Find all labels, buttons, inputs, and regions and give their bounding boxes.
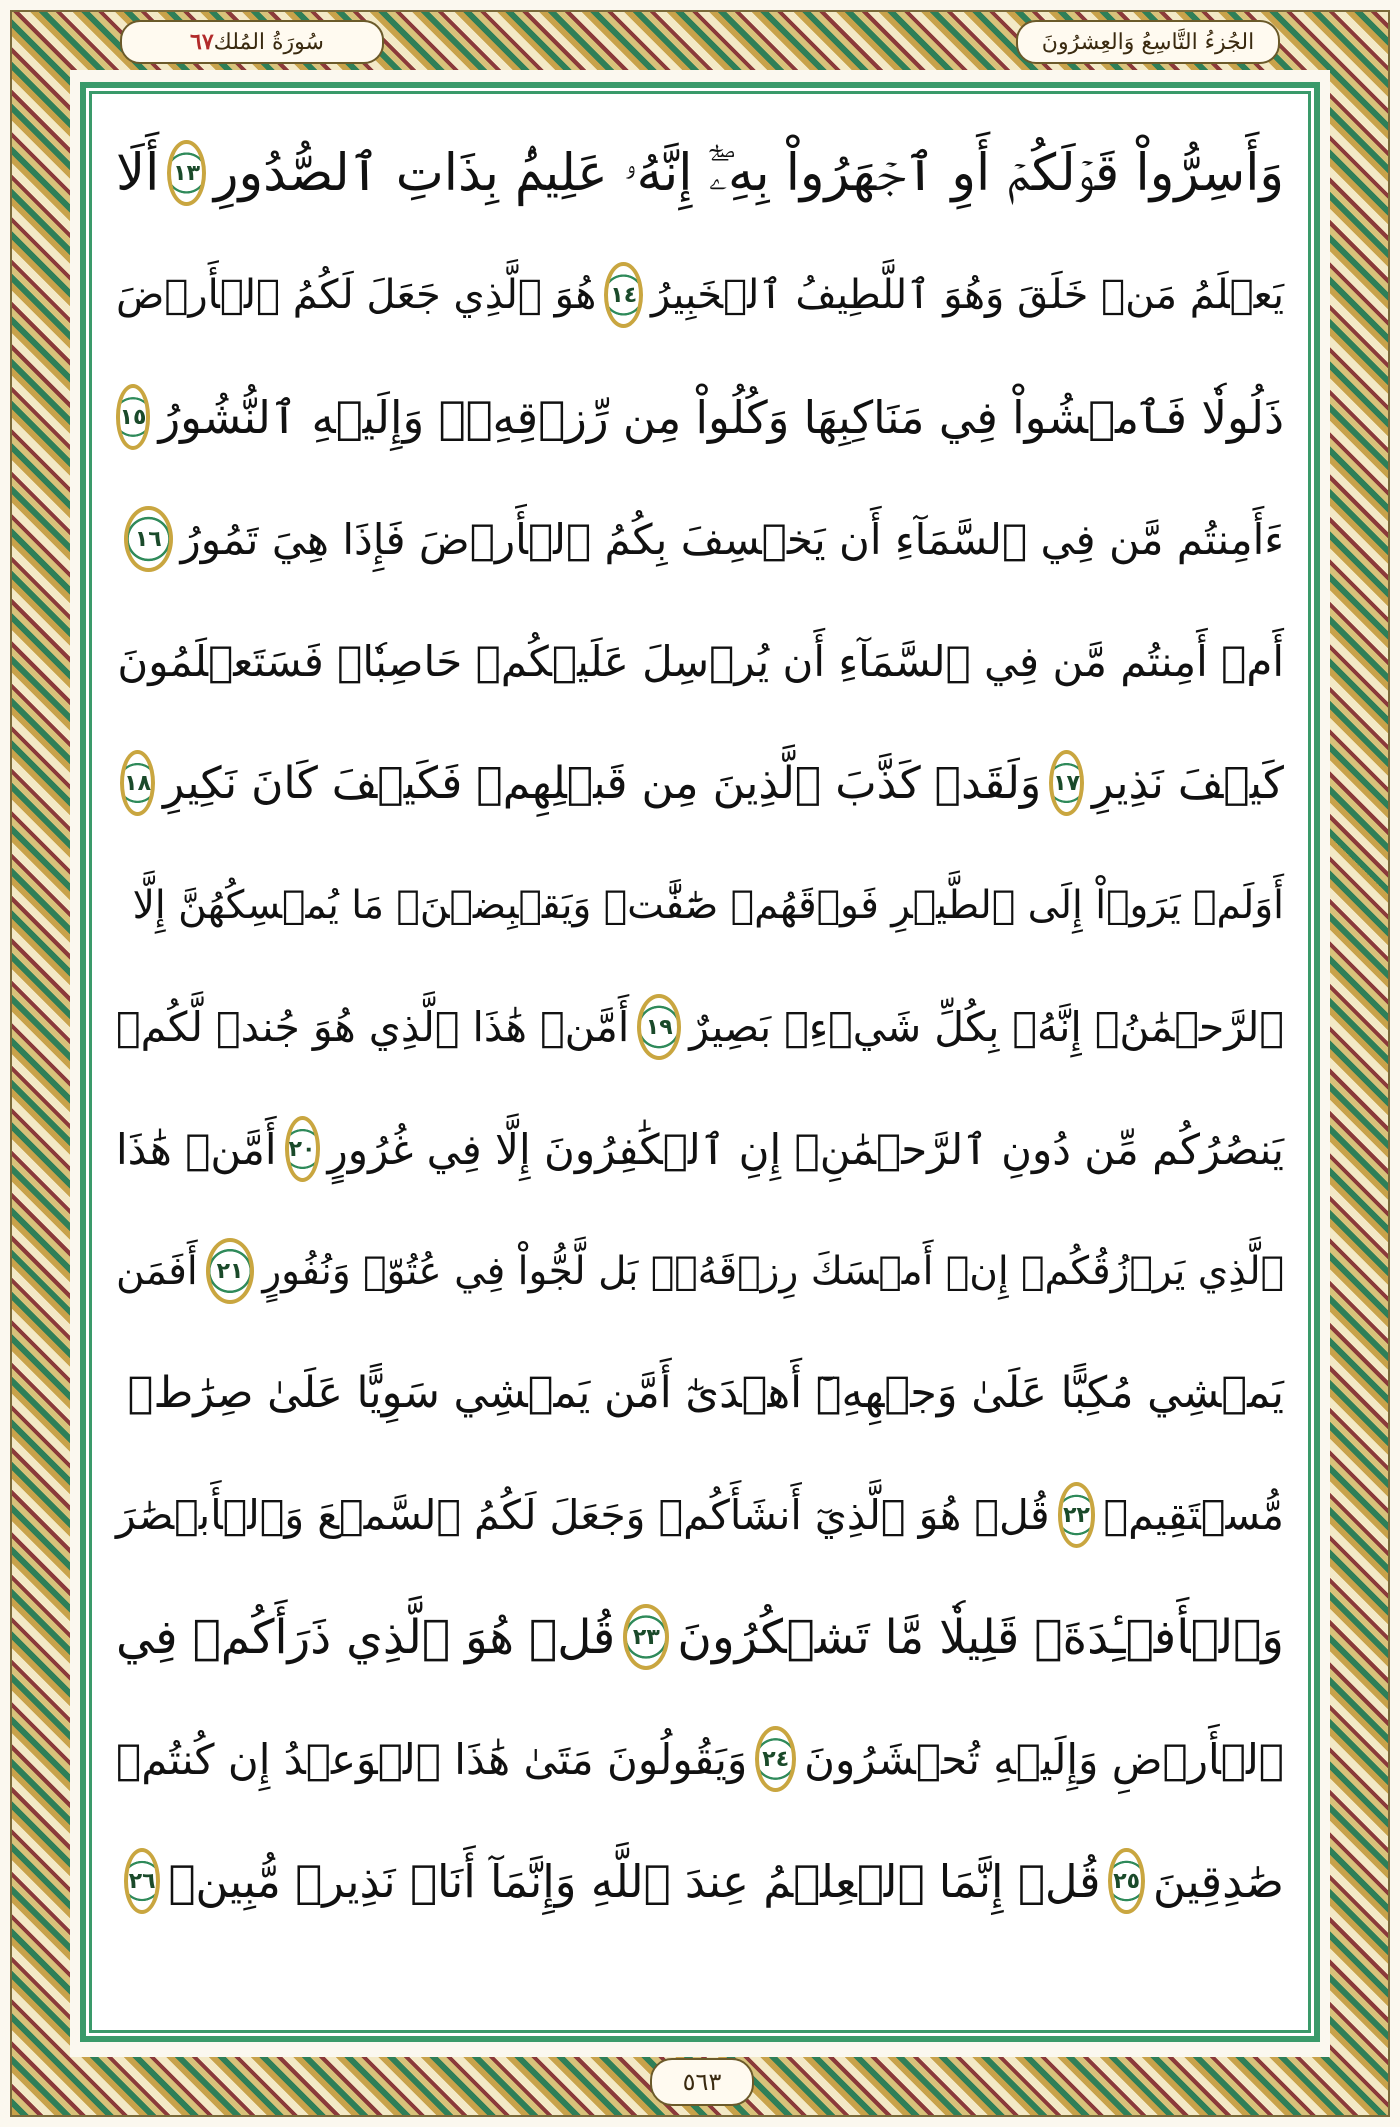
text-line bbox=[116, 362, 1284, 472]
ayah-end-marker: ١٤ bbox=[604, 262, 643, 328]
ayah-end-marker: ٢٣ bbox=[623, 1604, 669, 1670]
line-text: أَمۡ أَمِنتُم مَّن فِي ٱلسَّمَآءِ أَن يُرۡسِلَ عَلَيۡكُمۡ حَاصِبٗاۖ فَسَتَعۡلَمُونَ bbox=[117, 636, 1284, 686]
line-tail: أَلَا bbox=[116, 143, 160, 203]
text-line bbox=[116, 118, 1284, 228]
line-text: يَمۡشِي مُكِبًّا عَلَىٰ وَجۡهِهِۦٓ أَهۡدَىٰٓ أَمَّن يَمۡشِي سَوِيًّا عَلَىٰ صِرَٰطٖ bbox=[127, 1368, 1284, 1418]
ayah-end-marker: ١٥ bbox=[116, 384, 151, 450]
surah-number: ٦٧ bbox=[190, 29, 214, 55]
line-text: يَعۡلَمُ مَنۡ خَلَقَ وَهُوَ ٱللَّطِيفُ ٱلۡخَبِيرُ bbox=[651, 272, 1284, 318]
line-text: ٱلۡأَرۡضِ وَإِلَيۡهِ تُحۡشَرُونَ bbox=[804, 1734, 1284, 1784]
text-line bbox=[116, 240, 1284, 350]
ayah-end-marker: ١٣ bbox=[167, 140, 206, 206]
line-text: وَأَسِرُّواْ قَوۡلَكُمۡ أَوِ ٱجۡهَرُواْ بِهِۦٓۖ إِنَّهُۥ عَلِيمُۢ بِذَاتِ ٱلصُّدُورِ bbox=[213, 143, 1284, 203]
ayah-end-marker: ٢٦ bbox=[124, 1848, 160, 1914]
line-tail: أَفَمَن bbox=[116, 1248, 198, 1294]
text-line bbox=[116, 1582, 1284, 1692]
line-text: مُّسۡتَقِيمٖ bbox=[1103, 1491, 1284, 1539]
ayah-end-marker: ١٩ bbox=[637, 994, 681, 1060]
page-number: ٥٦٣ bbox=[650, 2058, 754, 2106]
ayah-end-marker: ٢١ bbox=[206, 1238, 255, 1304]
line-text: يَنصُرُكُم مِّن دُونِ ٱلرَّحۡمَٰنِۚ إِنِ ٱلۡكَٰفِرُونَ إِلَّا فِي غُرُورٍ bbox=[327, 1124, 1284, 1174]
line-text: صَٰدِقِينَ bbox=[1152, 1854, 1284, 1908]
ayah-end-marker: ١٨ bbox=[120, 750, 155, 816]
line-text: ءَأَمِنتُم مَّن فِي ٱلسَّمَآءِ أَن يَخۡسِفَ بِكُمُ ٱلۡأَرۡضَ فَإِذَا هِيَ تَمُورُ bbox=[180, 514, 1284, 564]
ayah-end-marker: ٢٢ bbox=[1058, 1482, 1096, 1548]
text-frame bbox=[80, 82, 1320, 2042]
ayah-end-marker: ٢٠ bbox=[285, 1116, 320, 1182]
text-line bbox=[116, 1338, 1284, 1448]
text-line bbox=[116, 850, 1284, 960]
ayah-end-marker: ٢٤ bbox=[755, 1726, 796, 1792]
page-header bbox=[110, 14, 1290, 66]
line-tail: قُلۡ إِنَّمَا ٱلۡعِلۡمُ عِندَ ٱللَّهِ وَإِنَّمَآ أَنَا۠ نَذِيرٞ مُّبِينٞ bbox=[168, 1854, 1101, 1908]
text-line bbox=[116, 484, 1284, 594]
juz-name: الجُزءُ التَّاسِعُ وَالعِشرُونَ bbox=[1041, 29, 1255, 55]
text-line bbox=[116, 606, 1284, 716]
line-tail: قُلۡ هُوَ ٱلَّذِيٓ أَنشَأَكُمۡ وَجَعَلَ لَكُمُ ٱلسَّمۡعَ وَٱلۡأَبۡصَٰرَ bbox=[116, 1491, 1050, 1539]
line-tail: وَيَقُولُونَ مَتَىٰ هَٰذَا ٱلۡوَعۡدُ إِن كُنتُمۡ bbox=[116, 1734, 748, 1784]
line-text: كَيۡفَ نَذِيرِ bbox=[1091, 757, 1284, 809]
line-tail: أَمَّنۡ هَٰذَا ٱلَّذِي هُوَ جُندٞ لَّكُمۡ bbox=[116, 1003, 630, 1051]
surah-name: سُورَةُ المُلك bbox=[213, 29, 324, 55]
text-line bbox=[116, 972, 1284, 1082]
ayah-end-marker: ١٧ bbox=[1049, 750, 1084, 816]
line-tail: هُوَ ٱلَّذِي جَعَلَ لَكُمُ ٱلۡأَرۡضَ bbox=[116, 272, 597, 318]
line-text: ٱلَّذِي يَرۡزُقُكُمۡ إِنۡ أَمۡسَكَ رِزۡقَهُۥۚ بَل لَّجُّواْ فِي عُتُوّٖ وَنُفُورٍ bbox=[262, 1248, 1284, 1294]
text-line bbox=[116, 728, 1284, 838]
text-line bbox=[116, 1216, 1284, 1326]
line-text: وَٱلۡأَفۡـِٔدَةَۚ قَلِيلٗا مَّا تَشۡكُرُونَ bbox=[677, 1609, 1284, 1665]
line-tail: وَلَقَدۡ كَذَّبَ ٱلَّذِينَ مِن قَبۡلِهِمۡ فَكَيۡفَ كَانَ نَكِيرِ bbox=[163, 757, 1042, 809]
text-line bbox=[116, 1826, 1284, 1936]
line-tail: قُلۡ هُوَ ٱلَّذِي ذَرَأَكُمۡ فِي bbox=[116, 1609, 616, 1665]
text-line bbox=[116, 1094, 1284, 1204]
quran-text-area bbox=[116, 118, 1284, 2006]
line-text: ذَلُولٗا فَٱمۡشُواْ فِي مَنَاكِبِهَا وَكُلُواْ مِن رِّزۡقِهِۦۖ وَإِلَيۡهِ ٱلنُّشُورُ bbox=[158, 390, 1284, 444]
surah-title-box bbox=[120, 20, 384, 64]
text-line bbox=[116, 1704, 1284, 1814]
text-line bbox=[116, 1460, 1284, 1570]
line-text: ٱلرَّحۡمَٰنُۚ إِنَّهُۥ بِكُلِّ شَيۡءِۢ بَصِيرٌ bbox=[689, 1003, 1284, 1051]
line-text: أَوَلَمۡ يَرَوۡاْ إِلَى ٱلطَّيۡرِ فَوۡقَهُمۡ صَٰٓفَّٰتٖ وَيَقۡبِضۡنَۚ مَا يُمۡسِكُهُنَّ إِلَّا bbox=[132, 882, 1284, 928]
juz-title-box bbox=[1016, 20, 1280, 64]
ayah-end-marker: ١٦ bbox=[124, 506, 173, 572]
ayah-end-marker: ٢٥ bbox=[1108, 1848, 1144, 1914]
line-tail: أَمَّنۡ هَٰذَا bbox=[116, 1124, 277, 1174]
